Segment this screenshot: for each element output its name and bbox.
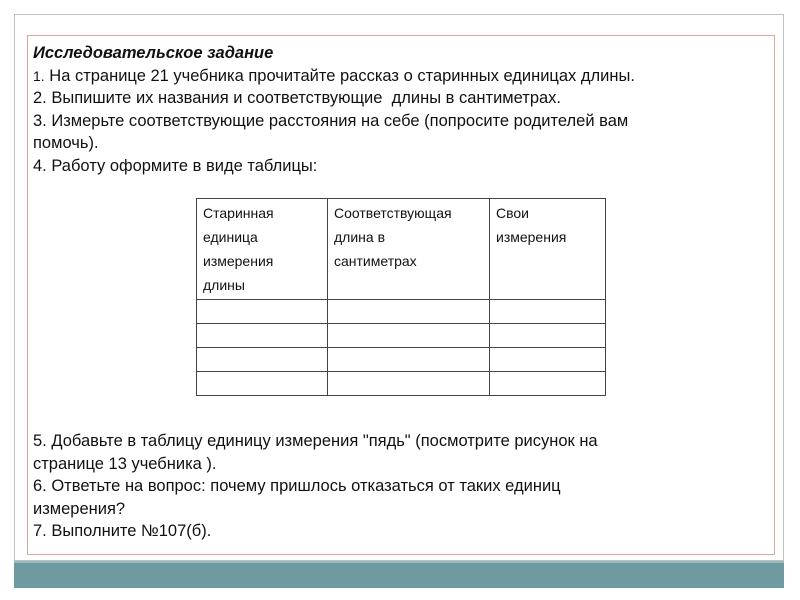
table-cell [197, 348, 328, 372]
table-row [197, 348, 606, 372]
header-line: измерения [203, 253, 274, 269]
table-row [197, 300, 606, 324]
header-line: длина в [334, 229, 386, 245]
task-text [33, 42, 768, 177]
header-line: длины [203, 277, 245, 293]
table-header-row [197, 199, 606, 300]
header-line: Свои [496, 205, 529, 221]
task-item-5-line-1: 5. Добавьте в таблицу единицу измерения "пядь" (посмотрите рисунок на [33, 432, 598, 450]
task-item-1-number: 1. [33, 67, 45, 84]
task-item-4: 4. Работу оформите в виде таблицы: [33, 156, 318, 175]
task-item-5-line-2: странице 13 учебника ). [33, 454, 217, 473]
task-item-3-line-1: 3. Измерьте соответствующие расстояния на себе (попросите родителей вам [33, 111, 629, 130]
table-row [197, 372, 606, 396]
header-line: измерения [496, 229, 567, 245]
table-cell [197, 372, 328, 396]
table-cell [328, 300, 490, 324]
header-line: единица [203, 229, 258, 245]
task-item-2: 2. Выпишите их названия и соответствующие длины в сантиметрах. [33, 89, 562, 107]
task-item-1 [33, 65, 768, 88]
table-row [197, 324, 606, 348]
table-cell [328, 324, 490, 348]
task-text-continued [33, 430, 773, 543]
table-cell [328, 372, 490, 396]
table-cell [197, 300, 328, 324]
table-cell [490, 324, 606, 348]
header-cell-own-measurements [490, 199, 606, 300]
table-cell [328, 348, 490, 372]
header-cell-length-cm [328, 199, 490, 300]
table-cell [197, 324, 328, 348]
table-cell [490, 372, 606, 396]
task-item-6-line-2: измерения? [33, 499, 126, 518]
task-item-7: 7. Выполните №107(б). [33, 522, 212, 540]
task-title: Исследовательское задание [33, 44, 274, 62]
table-cell [490, 300, 606, 324]
header-cell-old-unit [197, 199, 328, 300]
units-table [196, 198, 606, 396]
header-line: сантиметрах [334, 253, 417, 269]
footer-bar [14, 561, 784, 588]
task-item-3-line-2: помочь). [33, 134, 99, 152]
task-item-1-text: На странице 21 учебника прочитайте рассказ о старинных единицах длины. [44, 66, 635, 85]
header-line: Соответствующая [334, 205, 452, 221]
header-line: Старинная [203, 205, 274, 221]
table-cell [490, 348, 606, 372]
task-item-6-line-1: 6. Ответьте на вопрос: почему пришлось отказаться от таких единиц [33, 477, 561, 495]
